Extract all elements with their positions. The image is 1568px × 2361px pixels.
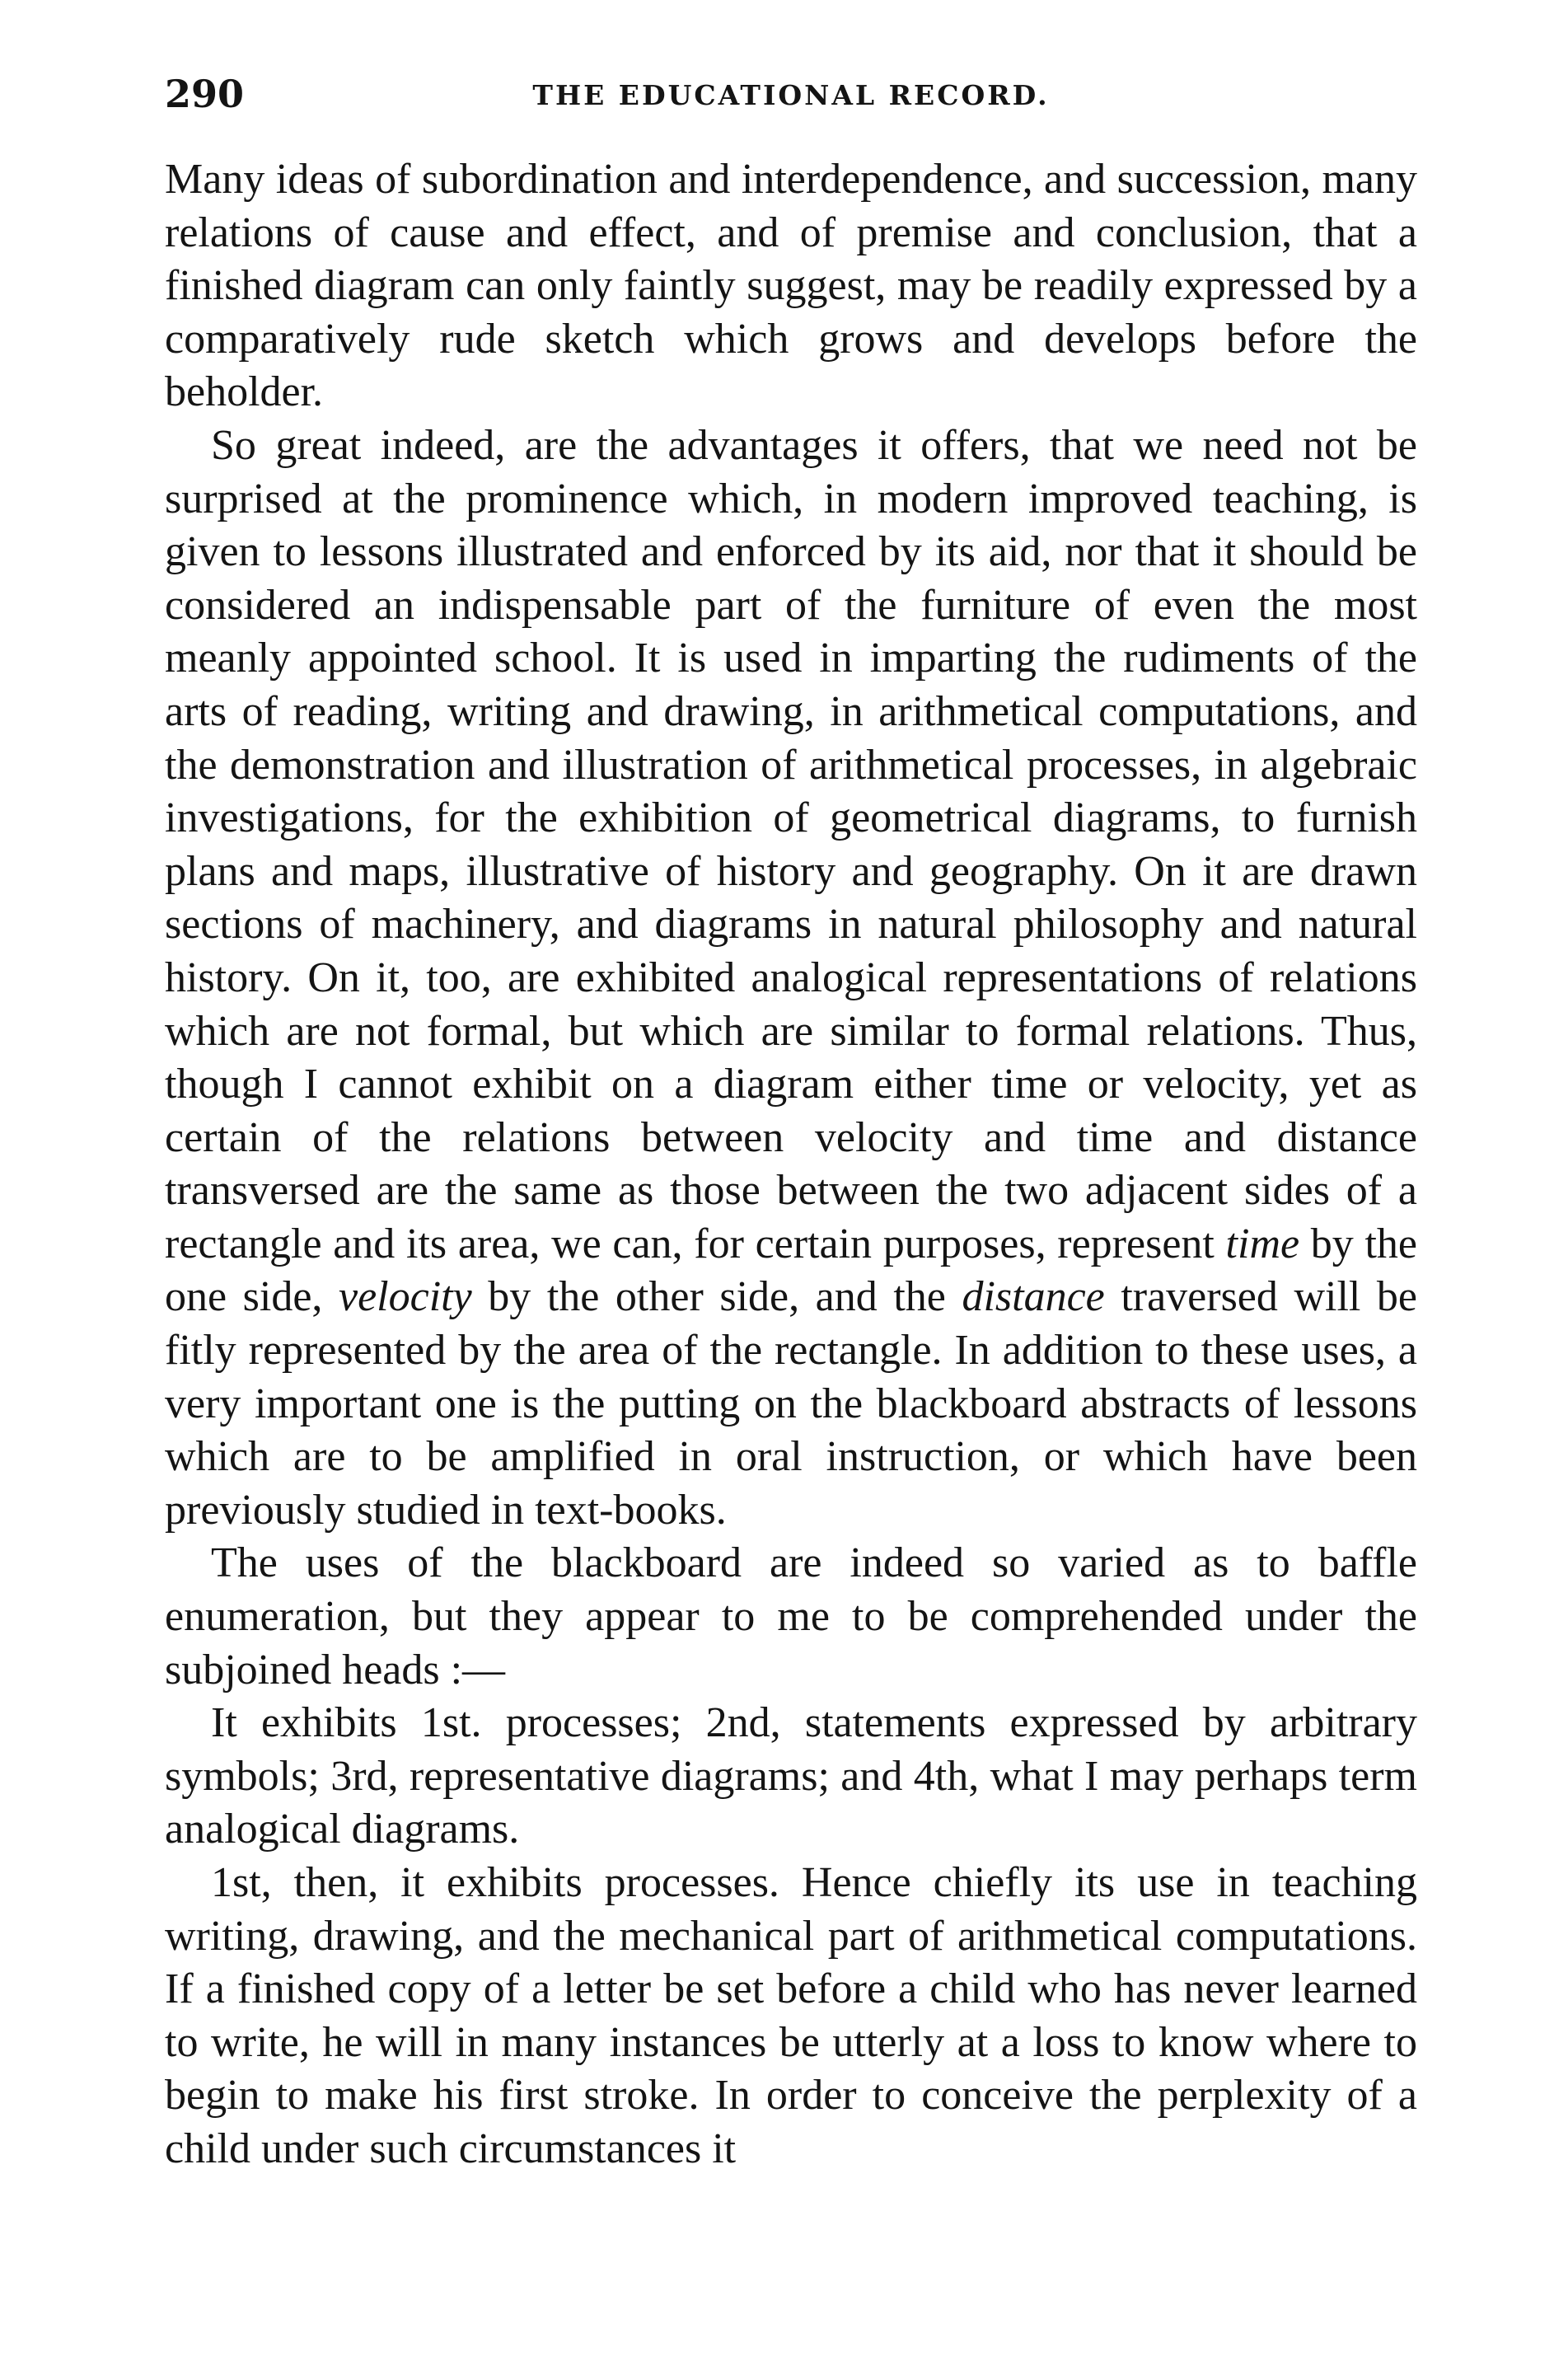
journal-title: THE EDUCATIONAL RECORD. (532, 79, 1050, 111)
paragraph-4: It exhibits 1st. processes; 2nd, statements expressed by arbitrary symbols; 3rd, representative diagrams; and 4th, what I may perhaps term analogical diagrams. (165, 1699, 1417, 1853)
paragraph-2 (165, 419, 1417, 1537)
emphasis-velocity: velocity (339, 1273, 472, 1321)
paragraph-1: Many ideas of subordination and interdependence, and succession, many relations of cause and effect, and of premise and conclusion, that a finished diagram can only faintly suggest, may be readily expressed by a comparatively rude sketch which grows and develops before the beholder. (165, 156, 1417, 416)
paragraph-3: The uses of the blackboard are indeed so varied as to baffle enumeration, but they appear to me to be comprehended under the subjoined heads :— (165, 1539, 1417, 1693)
paragraph-2-segment: So great indeed, are the advantages it offers, that we need not be surprised at the prominence which, in modern improved teaching, is given to lessons illustrated and enforced by its aid, nor that it should be considered an indispensable part of the furniture of even the most meanly appointed school. It is used in imparting the rudiments of the arts of reading, writing and drawing, in arithmetical computations, and the demonstration and illustration of arithmetical processes, in algebraic investigations, for the exhibition of geometrical diagrams, to furnish plans and maps, illustrative of history and geography. On it are drawn sections of machinery, and diagrams in natural philosophy and natural history. On it, too, are exhibited analogical representations of relations which are not formal, but which are similar to formal relations. Thus, though I cannot exhibit on a diagram either time or velocity, yet as certain of the relations between velocity and time and distance transversed are the same as those between the two adjacent sides of a rectangle and its area, we can, for certain purposes, represent (165, 421, 1417, 1267)
paragraph-5: 1st, then, it exhibits processes. Hence chiefly its use in teaching writing, drawing, and the mechanical part of arithmetical computations. If a finished copy of a letter be set before a child who has never learned to write, he will in many instances be utterly at a loss to know where to begin to make his first stroke. In order to conceive the perplexity of a child under such circumstances it (165, 1859, 1417, 2172)
paragraph-2-segment: by the other side, and the (471, 1273, 962, 1321)
paragraph-2-segment: traversed will be fitly represented by the area of the rectangle. In addition to these uses, a very important one is the putting on the blackboard abstracts of lessons which are to be amplified in oral instruction, or which have been previously studied in text-books. (165, 1273, 1418, 1534)
page-number: 290 (165, 72, 245, 116)
emphasis-time: time (1225, 1220, 1300, 1267)
emphasis-distance: distance (962, 1273, 1105, 1321)
paragraph-2-segment: by the one side, (165, 1220, 1417, 1321)
running-head (165, 69, 1417, 119)
body-text (165, 153, 1417, 2176)
